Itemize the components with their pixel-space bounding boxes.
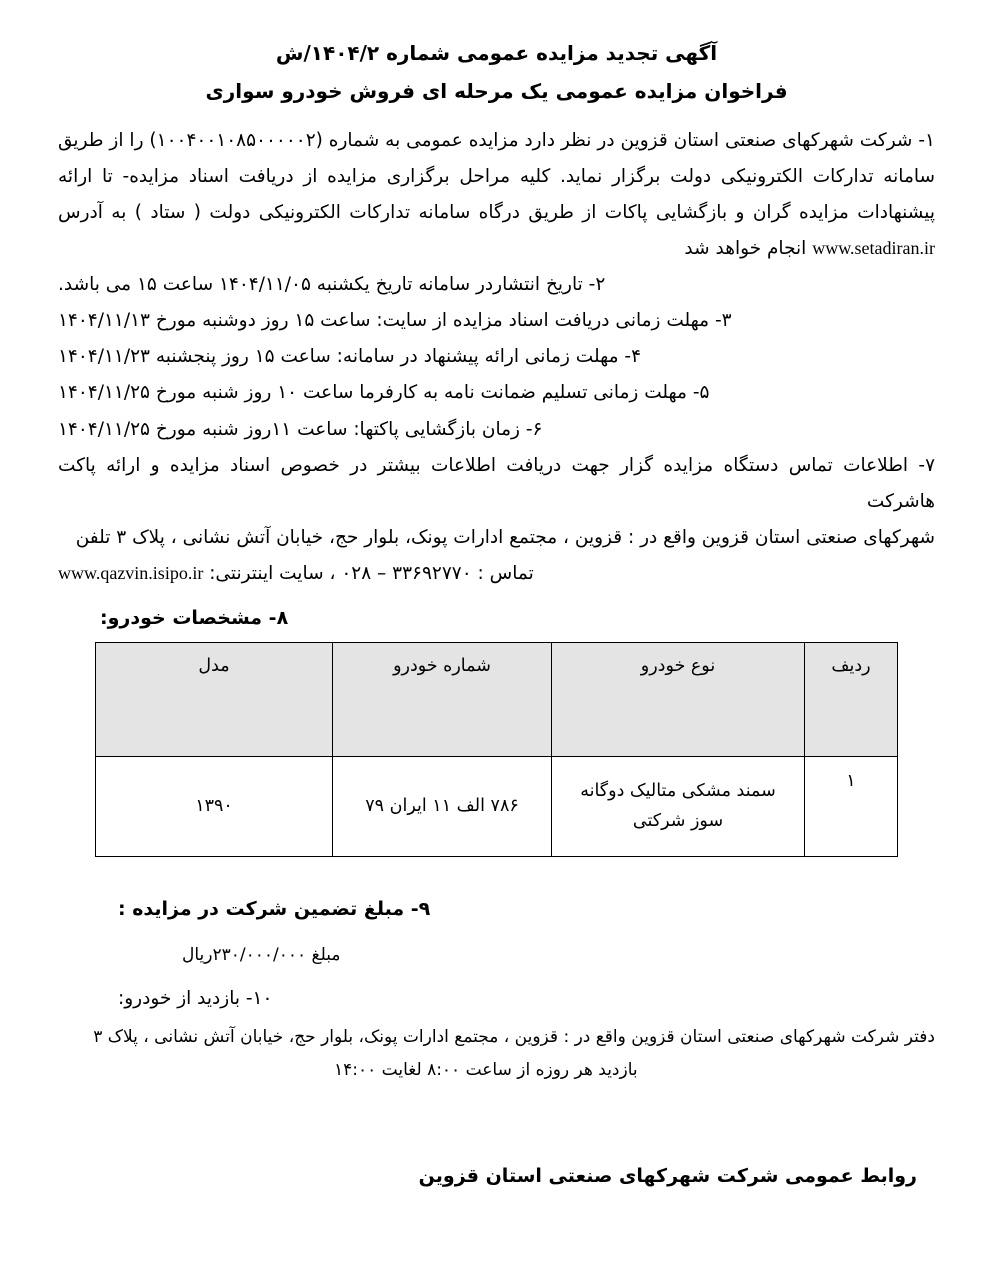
clause-1 — [58, 123, 935, 267]
column-header-model: مدل — [96, 642, 333, 756]
cell-plate-number: ۷۸۶ الف ۱۱ ایران ۷۹ — [333, 756, 552, 856]
visit-address: دفتر شرکت شهرکهای صنعتی استان قزوین واقع در : قزوین ، مجتمع ادارات پونک، بلوار حج، خیابان آتش نشانی ، پلاک ۳ — [93, 1027, 935, 1048]
clause-list — [58, 123, 935, 592]
clause-7-line-2: شهرکهای صنعتی استان قزوین واقع در : قزوین ، مجتمع ادارات پونک، بلوار حج، خیابان آتش نشانی ، پلاک ۳ تلفن — [75, 526, 935, 548]
table-body — [96, 756, 898, 856]
column-header-vehicle-type: نوع خودرو — [552, 642, 805, 756]
clause-7-line-3 — [58, 556, 935, 592]
column-header-radif: ردیف — [805, 642, 898, 756]
vehicle-table-wrap — [58, 642, 935, 857]
clause-3: ۳- مهلت زمانی دریافت اسناد مزایده از سایت: ساعت ۱۵ روز دوشنبه مورخ ۱۴۰۴/۱۱/۱۳ — [58, 310, 732, 332]
visit-hours: بازدید هر روزه از ساعت ۸:۰۰ لغایت ۱۴:۰۰ — [334, 1060, 638, 1081]
page-title: آگهی تجدید مزایده عمومی شماره ۱۴۰۴/۲/ش — [275, 41, 718, 65]
page-subtitle: فراخوان مزایده عمومی یک مرحله ای فروش خودرو سواری — [205, 79, 788, 103]
clause-4: ۴- مهلت زمانی ارائه پیشنهاد در سامانه: ساعت ۱۵ روز پنجشنبه ۱۴۰۴/۱۱/۲۳ — [58, 346, 641, 368]
clause-7-line-1: ۷- اطلاعات تماس دستگاه مزایده گزار جهت دریافت اطلاعات بیشتر در خصوص اسناد مزایده و ارائه پاکت هاشرکت — [58, 454, 935, 512]
clause-9-heading: ۹- مبلغ تضمین شرکت در مزایده : — [118, 897, 431, 920]
column-header-plate-number: شماره خودرو — [333, 642, 552, 756]
document-title-block — [58, 38, 935, 107]
clause-1-text-b: انجام خواهد شد — [684, 238, 807, 260]
clause-8-heading: ۸- مشخصات خودرو: — [100, 606, 289, 629]
cell-model: ۱۳۹۰ — [96, 756, 333, 856]
guarantee-amount: مبلغ ۲۳۰/۰۰۰/۰۰۰ریال — [182, 945, 341, 965]
qazvin-isipo-url: www.qazvin.isipo.ir — [58, 562, 204, 583]
clause-6: ۶- زمان بازگشایی پاکتها: ساعت ۱۱روز شنبه مورخ ۱۴۰۴/۱۱/۲۵ — [58, 418, 543, 440]
clause-2: ۲- تاریخ انتشاردر سامانه تاریخ یکشنبه ۱۴۰۴/۱۱/۰۵ ساعت ۱۵ می باشد. — [58, 274, 606, 296]
table-row — [96, 756, 898, 856]
setadiran-url: www.setadiran.ir — [812, 238, 935, 259]
table-header-row — [96, 642, 898, 756]
clause-1-text-a: ۱- شرکت شهرکهای صنعتی استان قزوین در نظر دارد مزایده عمومی به شماره (۱۰۰۴۰۰۱۰۸۵۰۰۰۰۰۲) را از طریق سامانه تدارکات الکترونیکی دولت برگزار نماید. کلیه مراحل برگزاری مزایده از دریافت اسناد مزایده- تا ارائه پیشنهادات مزایده گران و بازگشایی پاکات از طریق درگاه سامانه تدارکات الکترونیکی دولت ( ستاد ) به آدرس — [58, 130, 935, 224]
clause-5: ۵- مهلت زمانی تسلیم ضمانت نامه به کارفرما ساعت ۱۰ روز شنبه مورخ ۱۴۰۴/۱۱/۲۵ — [58, 382, 710, 404]
footer-signature: روابط عمومی شرکت شهرکهای صنعتی استان قزوین — [418, 1164, 917, 1187]
contact-phone-text: تماس : ۳۳۶۹۲۷۷۰ – ۰۲۸ ، سایت اینترنتی: — [209, 562, 534, 584]
clause-10-heading: ۱۰- بازدید از خودرو: — [118, 988, 273, 1010]
cell-radif: ۱ — [805, 756, 898, 856]
cell-vehicle-type: سمند مشکی متالیک دوگانه سوز شرکتی — [552, 756, 805, 856]
vehicle-specs-table — [95, 642, 898, 857]
table-head — [96, 642, 898, 756]
